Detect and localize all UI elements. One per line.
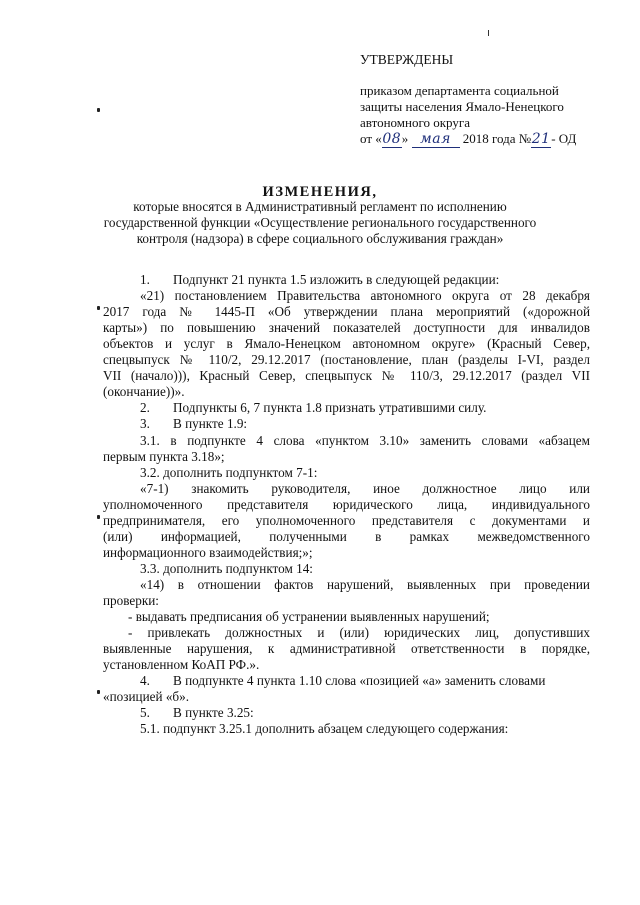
body-line: установленном КоАП РФ.». <box>103 657 260 673</box>
date-year: 2018 года № <box>462 131 532 146</box>
item-number: 1. <box>140 272 150 287</box>
body-line: объектов и услуг в Ямало-Ненецком автономном округе» (Красный Север, <box>103 336 590 352</box>
item-number: 2. <box>140 400 150 416</box>
body-line: первым пункта 3.18»; <box>103 448 225 464</box>
body-item-p3 <box>140 416 247 432</box>
body-line: 5.1. подпункт 3.25.1 дополнить абзацем следующего содержания: <box>140 721 509 737</box>
subtitle-line: которые вносятся в Административный регламент по исполнению <box>133 199 507 214</box>
order-number-handwritten: 21 <box>531 131 551 147</box>
scan-mark <box>97 515 100 519</box>
body-line: «позицией «б». <box>103 689 190 705</box>
body-line: карты») по повышению значений показателей доступности для инвалидов <box>103 320 590 336</box>
item-text: В подпункте 4 пункта 1.10 слова «позицией «а» заменить словами <box>173 673 546 689</box>
item-number: 5. <box>140 705 150 721</box>
body-line: 3.3. дополнить подпунктом 14: <box>140 560 313 576</box>
item-number: 4. <box>140 673 150 689</box>
order-line: защиты населения Ямало-Ненецкого <box>360 99 564 114</box>
item-text: Подпункт 21 пункта 1.5 изложить в следующей редакции: <box>173 272 500 287</box>
scan-mark <box>488 30 489 36</box>
date-suffix: - ОД <box>551 131 577 146</box>
scan-mark <box>97 690 100 694</box>
body-line: информационного взаимодействия;»; <box>103 544 313 560</box>
order-date-line <box>360 131 576 148</box>
body-item-p2 <box>140 400 486 416</box>
body-line: предпринимателя, его уполномоченного представителя с документами и <box>103 512 590 528</box>
date-month-handwritten: мая <box>412 131 460 148</box>
item-text: В пункте 3.25: <box>173 705 254 721</box>
date-separator: » <box>401 131 412 146</box>
item-text: В пункте 1.9: <box>173 416 248 432</box>
date-day-handwritten: 08 <box>382 131 402 147</box>
body-line: - выдавать предписания об устранении выявленных нарушений; <box>128 609 490 625</box>
body-item-p1 <box>140 272 499 288</box>
subtitle-line: государственной функции «Осуществление регионального государственного <box>103 215 537 230</box>
body-line: выявленные нарушения, к административной ответственности в порядке, <box>103 641 590 657</box>
date-prefix: от « <box>360 131 382 146</box>
item-text: Подпункты 6, 7 пункта 1.8 признать утратившими силу. <box>173 400 487 416</box>
body-line: уполномоченного представителя юридического лица, индивидуального <box>103 496 590 512</box>
body-item-p4 <box>140 673 545 689</box>
body-item-p5 <box>140 705 254 721</box>
body-line: 3.1. в подпункте 4 слова «пунктом 3.10» заменить словами «абзацем <box>140 432 590 448</box>
body-line: «21) постановлением Правительства автономного округа от 28 декабря <box>140 288 590 304</box>
body-line: 3.2. дополнить подпунктом 7-1: <box>140 464 318 480</box>
body-line: «7-1) знакомить руководителя, иное должностное лицо или <box>140 480 590 496</box>
item-number: 3. <box>140 416 150 432</box>
body-line: «14) в отношении фактов нарушений, выявленных при проведении <box>140 576 590 592</box>
order-line: автономного округа <box>360 115 470 130</box>
body-line: спецвыпуск № 110/2, 29.12.2017 (постановление, план (разделы I-VI, раздел <box>103 352 590 368</box>
scan-mark <box>97 306 100 310</box>
body-line: проверки: <box>103 593 159 608</box>
body-line: VII (начало))), Красный Север, спецвыпуск № 110/3, 29.12.2017 (раздел VII <box>103 368 590 384</box>
document-title: ИЗМЕНЕНИЯ, <box>262 184 378 200</box>
body-line: 2017 года № 1445-П «Об утверждении плана мероприятий («дорожной <box>103 304 590 320</box>
body-line: (или) информацией, полученными в рамках межведомственного <box>103 528 590 544</box>
scan-mark <box>97 108 100 112</box>
body-line: (окончание))». <box>103 384 185 400</box>
order-line: приказом департамента социальной <box>360 83 559 98</box>
subtitle-line: контроля (надзора) в сфере социального обслуживания граждан» <box>136 231 504 246</box>
approved-heading: УТВЕРЖДЕНЫ <box>360 52 454 67</box>
body-line: - привлекать должностных и (или) юридических лиц, допустивших <box>128 625 590 641</box>
